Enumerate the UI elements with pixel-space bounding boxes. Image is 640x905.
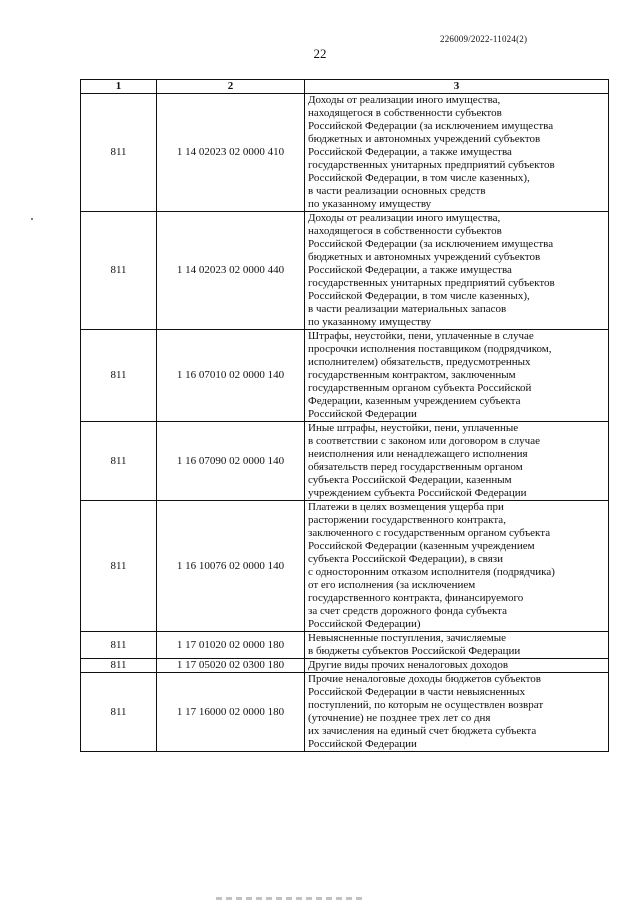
description-cell: Доходы от реализации иного имущества, находящегося в собственности субъектов Российской Федерации (за исключением имущества бюджетных и автономных учреждений субъектов Российской Федерации, а также имущества государственных унитарных предприятий субъектов Российской Федерации, в том числе казенных), в части реализации материальных запасов по указанному имуществу (305, 212, 609, 330)
column-header-3: 3 (305, 80, 609, 94)
budget-code-cell: 1 17 05020 02 0300 180 (157, 659, 305, 673)
column-header-2: 2 (157, 80, 305, 94)
budget-code-cell: 1 14 02023 02 0000 440 (157, 212, 305, 330)
description-cell: Доходы от реализации иного имущества, находящегося в собственности субъектов Российской Федерации (за исключением имущества бюджетных и автономных учреждений субъектов Российской Федерации, а также имущества государственных унитарных предприятий субъектов Российской Федерации, в том числе казенных), в части реализации основных средств по указанному имуществу (305, 94, 609, 212)
table-row (81, 673, 609, 752)
budget-code-cell: 1 16 07090 02 0000 140 (157, 422, 305, 501)
budget-code-cell: 1 14 02023 02 0000 410 (157, 94, 305, 212)
scan-artifact (31, 218, 33, 220)
table-row (81, 212, 609, 330)
description-cell: Платежи в целях возмещения ущерба при расторжении государственного контракта, заключенного с государственным органом субъекта Российской Федерации (казенным учреждением субъекта Российской Федерации), в связи с односторонним отказом исполнителя (подрядчика) от его исполнения (за исключением государственного контракта, финансируемого за счет средств дорожного фонда субъекта Российской Федерации) (305, 501, 609, 632)
table-row (81, 632, 609, 659)
admin-code-cell: 811 (81, 422, 157, 501)
table-row (81, 330, 609, 422)
admin-code-cell: 811 (81, 659, 157, 673)
table-row (81, 501, 609, 632)
description-cell: Иные штрафы, неустойки, пени, уплаченные в соответствии с законом или договором в случае неисполнения или ненадлежащего исполнения обязательств перед государственным органом субъекта Российской Федерации, казенным учреждением субъекта Российской Федерации (305, 422, 609, 501)
document-id: 226009/2022-11024(2) (440, 34, 528, 44)
table-row (81, 422, 609, 501)
table-header-row (81, 80, 609, 94)
description-cell: Невыясненные поступления, зачисляемые в бюджеты субъектов Российской Федерации (305, 632, 609, 659)
column-header-1: 1 (81, 80, 157, 94)
admin-code-cell: 811 (81, 632, 157, 659)
budget-code-cell: 1 17 16000 02 0000 180 (157, 673, 305, 752)
admin-code-cell: 811 (81, 501, 157, 632)
description-cell: Штрафы, неустойки, пени, уплаченные в случае просрочки исполнения поставщиком (подрядчиком, исполнителем) обязательств, предусмотренных государственным контрактом, заключенным государственным органом субъекта Российской Федерации, казенным учреждением субъекта Российской Федерации (305, 330, 609, 422)
revenue-codes-table (80, 79, 609, 752)
budget-code-cell: 1 16 10076 02 0000 140 (157, 501, 305, 632)
admin-code-cell: 811 (81, 330, 157, 422)
table-row (81, 94, 609, 212)
table-row (81, 659, 609, 673)
admin-code-cell: 811 (81, 673, 157, 752)
budget-code-cell: 1 17 01020 02 0000 180 (157, 632, 305, 659)
admin-code-cell: 811 (81, 212, 157, 330)
description-cell: Прочие неналоговые доходы бюджетов субъектов Российской Федерации в части невыясненных поступлений, по которым не осуществлен возврат (уточнение) не позднее трех лет со дня их зачисления на единый счет бюджета субъекта Российской Федерации (305, 673, 609, 752)
page-number: 22 (313, 46, 327, 61)
description-cell: Другие виды прочих неналоговых доходов (305, 659, 609, 673)
admin-code-cell: 811 (81, 94, 157, 212)
budget-code-cell: 1 16 07010 02 0000 140 (157, 330, 305, 422)
scan-artifact-bottom (216, 897, 366, 900)
